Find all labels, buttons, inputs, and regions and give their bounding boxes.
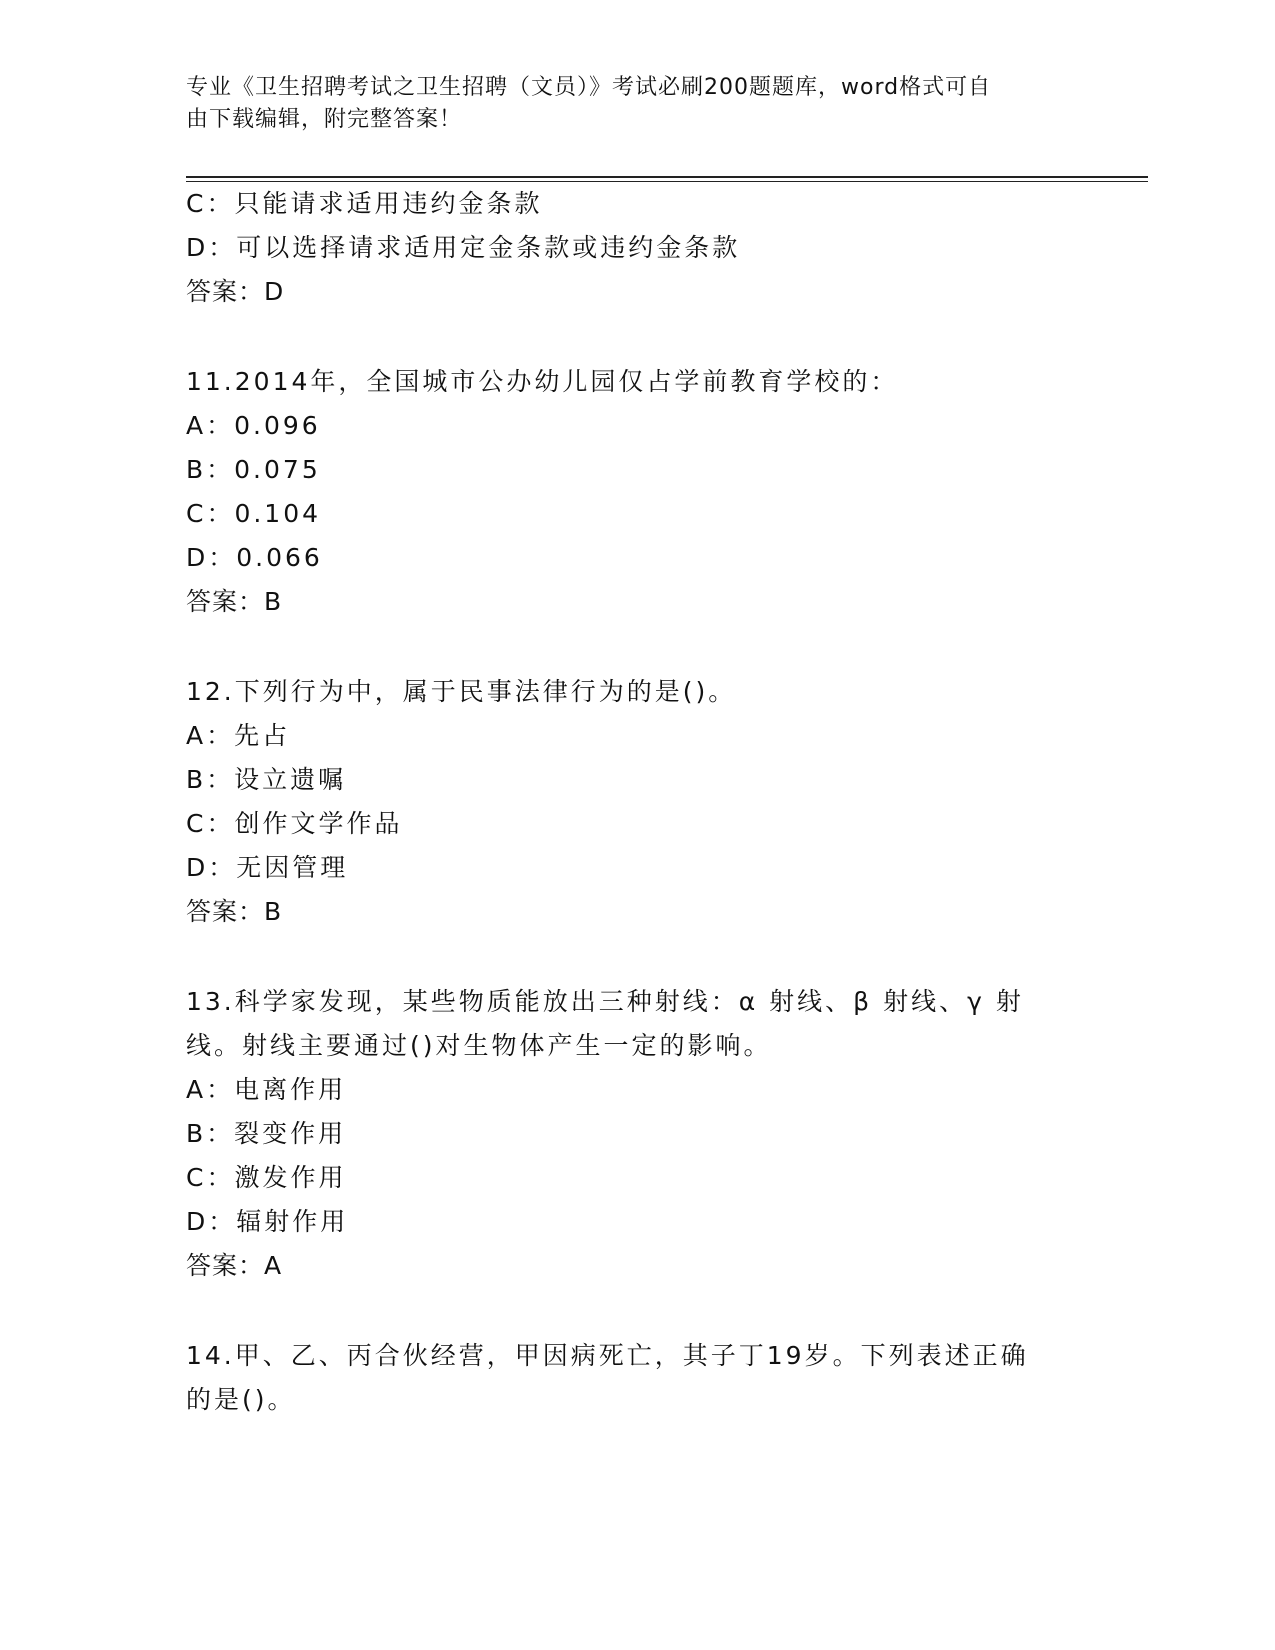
q12-stem: 12.下列行为中，属于民事法律行为的是()。 [186, 677, 737, 706]
q10-answer: 答案：D [186, 277, 285, 306]
q13-option-a: A：电离作用 [186, 1075, 347, 1104]
q13-answer: 答案：A [186, 1251, 283, 1280]
q11-option-a: A：0.096 [186, 411, 321, 440]
q13-stem-line-1: 13.科学家发现，某些物质能放出三种射线：α 射线、β 射线、γ 射 [186, 987, 1024, 1016]
q12-option-c: C：创作文学作品 [186, 809, 403, 838]
q13-option-b: B：裂变作用 [186, 1119, 347, 1148]
q11-option-b: B：0.075 [186, 455, 321, 484]
q13-stem-line-2: 线。射线主要通过()对生物体产生一定的影响。 [186, 1031, 772, 1060]
q10-option-d: D：可以选择请求适用定金条款或违约金条款 [186, 233, 741, 262]
q10-option-c: C：只能请求适用违约金条款 [186, 189, 543, 218]
document-header [186, 72, 1066, 136]
q11-answer: 答案：B [186, 587, 283, 616]
q13-option-d: D：辐射作用 [186, 1207, 349, 1236]
header-line-2: 由下载编辑，附完整答案！ [186, 107, 463, 132]
header-rule-thick [186, 176, 1148, 178]
q12-answer: 答案：B [186, 897, 283, 926]
q12-option-d: D：无因管理 [186, 853, 349, 882]
header-rule-thin [186, 181, 1148, 182]
q14-stem-line-2: 的是()。 [186, 1385, 296, 1414]
q12-option-b: B：设立遗嘱 [186, 765, 347, 794]
q11-option-d: D：0.066 [186, 543, 323, 572]
q13-option-c: C：激发作用 [186, 1163, 347, 1192]
q11-stem: 11.2014年，全国城市公办幼儿园仅占学前教育学校的： [186, 367, 899, 396]
q12-option-a: A：先占 [186, 721, 291, 750]
q14-stem-line-1: 14.甲、乙、丙合伙经营，甲因病死亡，其子丁19岁。下列表述正确 [186, 1341, 1029, 1370]
q11-option-c: C：0.104 [186, 499, 322, 528]
header-line-1: 专业《卫生招聘考试之卫生招聘（文员）》考试必刷200题题库，word格式可自 [186, 75, 992, 100]
